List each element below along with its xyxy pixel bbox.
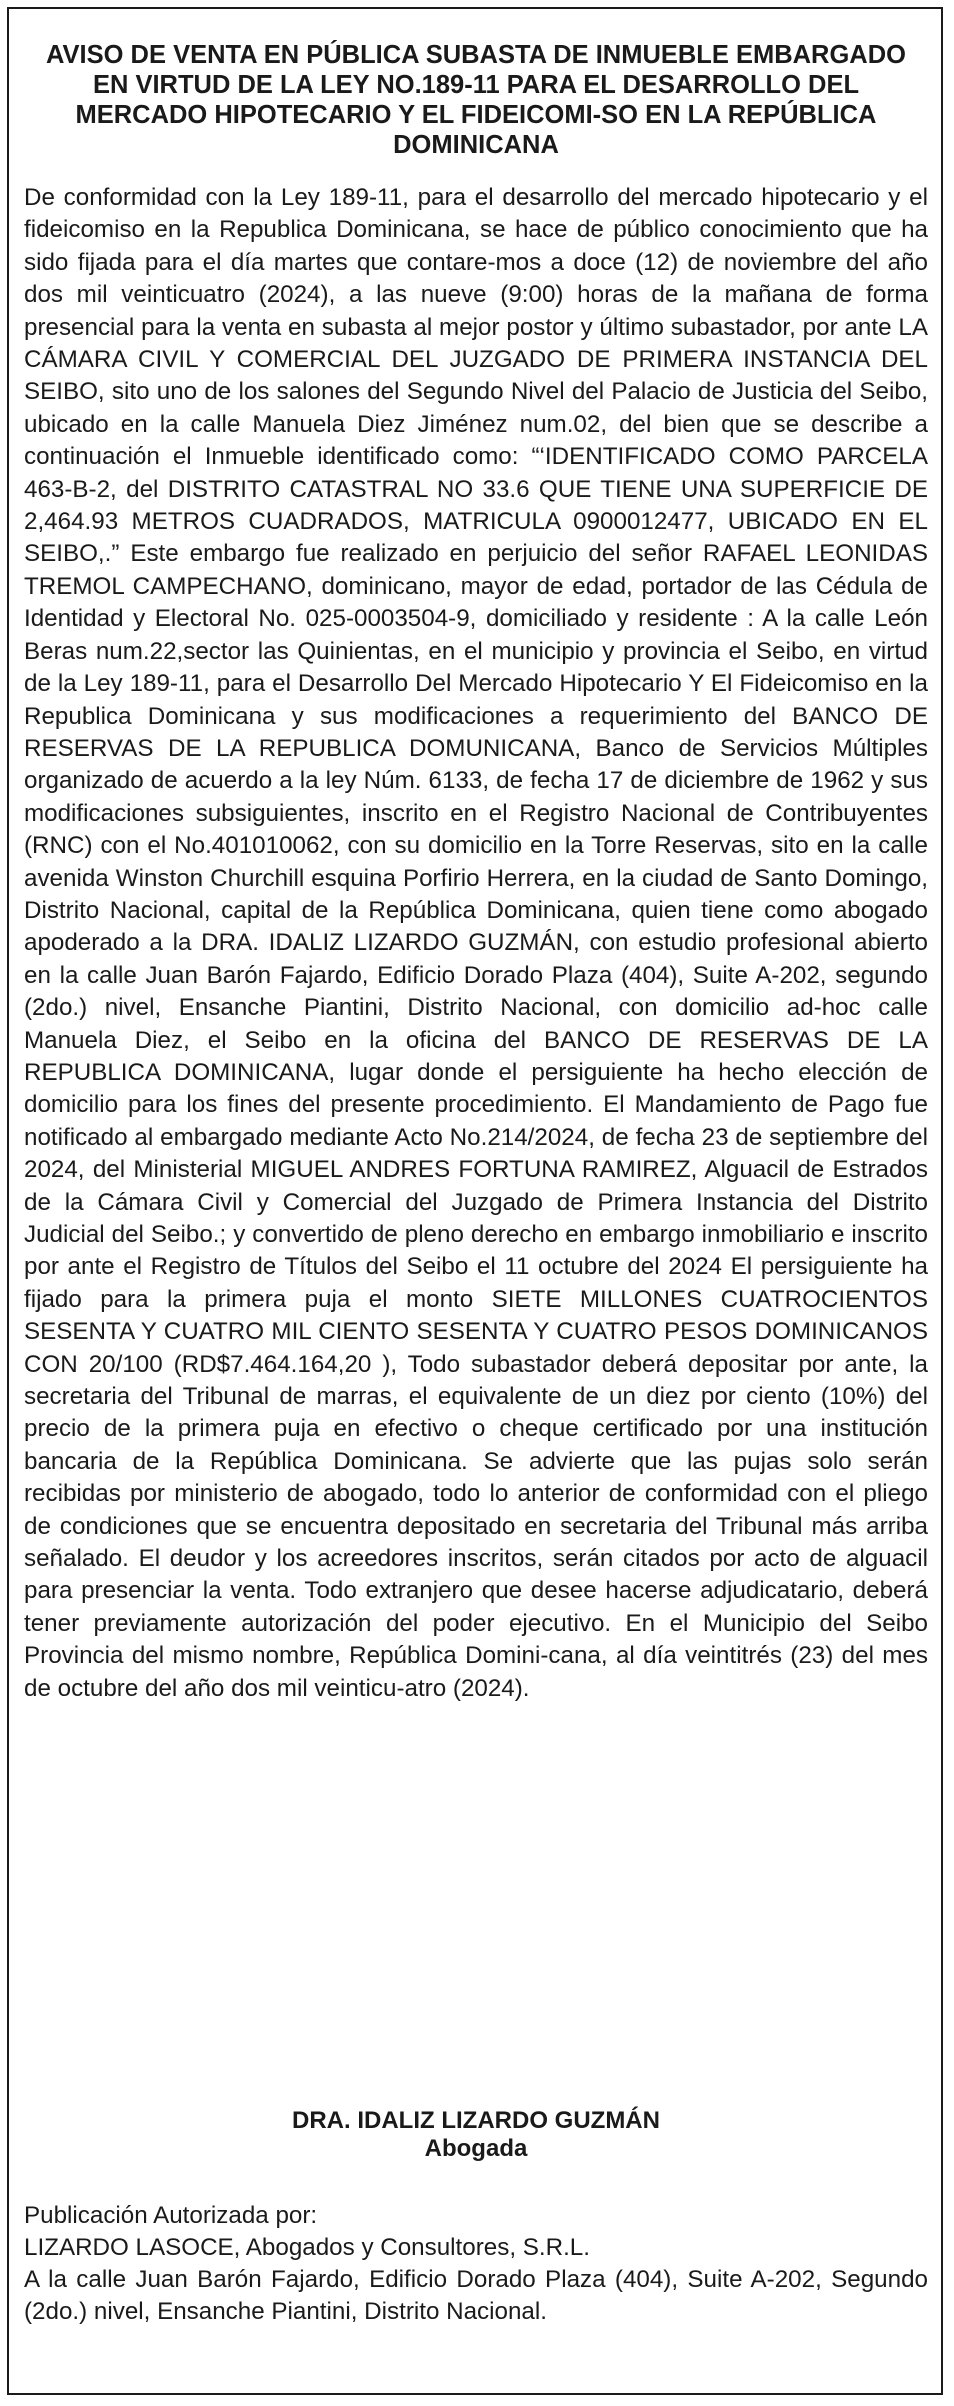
signature-role: Abogada [424, 2135, 528, 2162]
publication-block [24, 2200, 928, 2328]
publication-firm: LIZARDO LASOCE, Abogados y Consultores, S.R.L. [24, 2234, 590, 2261]
publication-address: A la calle Juan Barón Fajardo, Edificio Dorado Plaza (404), Suite A-202, Segundo (2do.) nivel, Ensanche Piantini, Distrito Nacional. [24, 2266, 928, 2325]
notice-body: De conformidad con la Ley 189-11, para el desarrollo del mercado hipotecario y el fideicomiso en la Republica Dominicana, se hace de público conocimiento que ha sido fijada para el día martes que contare-mos a doce (12) de noviembre del año dos mil veinticuatro (2024), a las nueve (9:00) horas de la mañana de forma presencial para la venta en subasta al mejor postor y último subastador, por ante LA CÁMARA CIVIL Y COMERCIAL DEL JUZGADO DE PRIMERA INSTANCIA DEL SEIBO, sito uno de los salones del Segundo Nivel del Palacio de Justicia del Seibo, ubicado en la calle Manuela Diez Jiménez num.02, del bien que se describe a continuación el Inmueble identificado como: “‘IDENTIFICADO COMO PARCELA 463-B-2, del DISTRITO CATASTRAL NO 33.6 QUE TIENE UNA SUPERFICIE DE 2,464.93 METROS CUADRADOS, MATRICULA 0900012477, UBICADO EN EL SEIBO,.” Este embargo fue realizado en perjuicio del señor RAFAEL LEONIDAS TREMOL CAMPECHANO, dominicano, mayor de edad, portador de las Cédula de Identidad y Electoral No. 025-0003504-9, domiciliado y residente : A la calle León Beras num.22,sector las Quinientas, en el municipio y provincia el Seibo, en virtud de la Ley 189-11, para el Desarrollo Del Mercado Hipotecario Y El Fideicomiso en la Republica Dominicana y sus modificaciones a requerimiento del BANCO DE RESERVAS DE LA REPUBLICA DOMUNICANA, Banco de Servicios Múltiples organizado de acuerdo a la ley Núm. 6133, de fecha 17 de diciembre de 1962 y sus modificaciones subsiguientes, inscrito en el Registro Nacional de Contribuyentes (RNC) con el No.401010062, con su domicilio en la Torre Reservas, sito en la calle avenida Winston Churchill esquina Porfirio Herrera, en la ciudad de Santo Domingo, Distrito Nacional, capital de la República Dominicana, quien tiene como abogado apoderado a la DRA. IDALIZ LIZARDO GUZMÁN, con estudio profesional abierto en la calle Juan Barón Fajardo, Edificio Dorado Plaza (404), Suite A-202, segundo (2do.) nivel, Ensanche Piantini, Distrito Nacional, con domicilio ad-hoc calle Manuela Diez, el Seibo en la oficina del BANCO DE RESERVAS DE LA REPUBLICA DOMINICANA, lugar donde el persiguiente ha hecho elección de domicilio para los fines del presente procedimiento. El Mandamiento de Pago fue notificado al embargado mediante Acto No.214/2024, de fecha 23 de septiembre del 2024, del Ministerial MIGUEL ANDRES FORTUNA RAMIREZ, Alguacil de Estrados de la Cámara Civil y Comercial del Juzgado de Primera Instancia del Distrito Judicial del Seibo.; y convertido de pleno derecho en embargo inmobiliario e inscrito por ante el Registro de Títulos del Seibo el 11 octubre del 2024 El persiguiente ha fijado para la primera puja el monto SIETE MILLONES CUATROCIENTOS SESENTA Y CUATRO MIL CIENTO SESENTA Y CUATRO PESOS DOMINICANOS CON 20/100 (RD$7.464.164,20 ), Todo subastador deberá depositar por ante, la secretaria del Tribunal de marras, el equivalente de un diez por ciento (10%) del precio de la primera puja en efectivo o cheque certificado por una institución bancaria de la República Dominicana. Se advierte que las pujas solo serán recibidas por ministerio de abogado, todo lo anterior de conformidad con el pliego de condiciones que se encuentra depositado en secretaria del Tribunal más arriba señalado. El deudor y los acreedores inscritos, serán citados por acto de alguacil para presenciar la venta. Todo extranjero que desee hacerse adjudicatario, deberá tener previamente autorización del poder ejecutivo. En el Municipio del Seibo Provincia del mismo nombre, República Domini-cana, al día veintitrés (23) del mes de octubre del año dos mil veinticu-atro (2024). [24, 184, 928, 1702]
signature-block [24, 2107, 928, 2163]
notice-title: AVISO DE VENTA EN PÚBLICA SUBASTA DE INMUEBLE EMBARGADO EN VIRTUD DE LA LEY NO.189-11 PARA EL DESARROLLO DEL MERCADO HIPOTECARIO Y EL FIDEICOMI-SO EN LA REPÚBLICA DOMINICANA [46, 41, 906, 159]
publication-label: Publicación Autorizada por: [24, 2202, 318, 2229]
signature-name: DRA. IDALIZ LIZARDO GUZMÁN [292, 2107, 660, 2134]
